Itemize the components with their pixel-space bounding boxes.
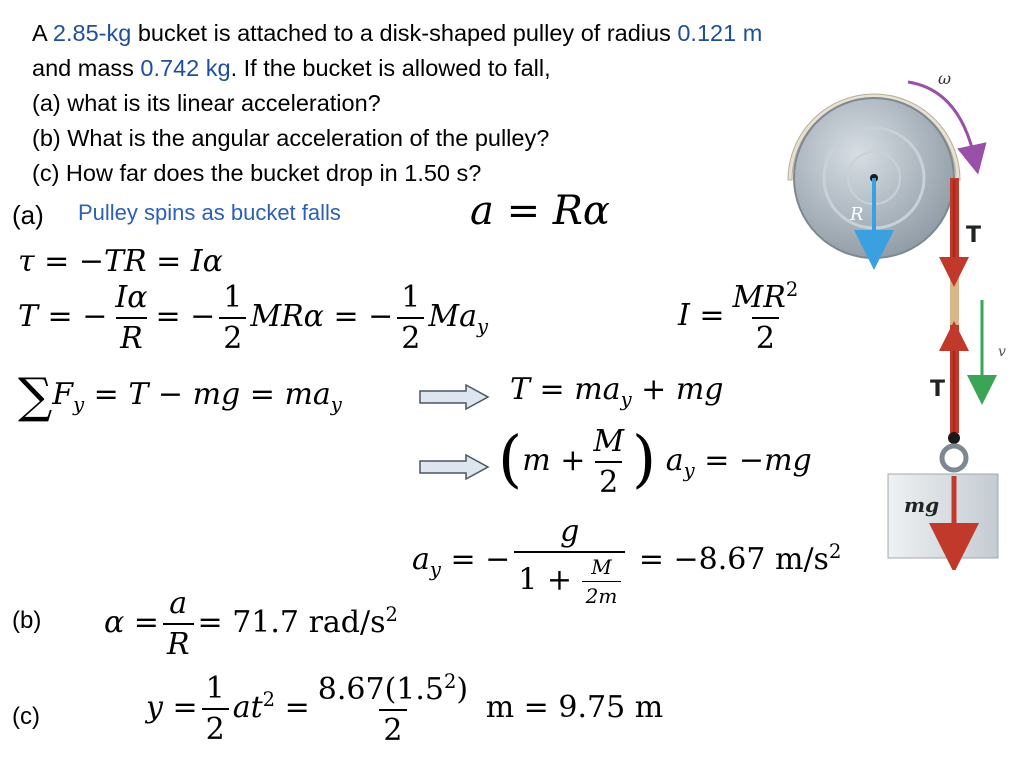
equation-acceleration-result: $a_y$ = − g 1 + $\frac{M}{2m}$ = −8.67 $m/s^2$ [412, 514, 842, 608]
problem-statement [32, 16, 762, 191]
equation-drop-distance: y = $\frac{1}{2}$ $at^2$ = $\frac{8.67(1.5^2)}{2}$ m = 9.75 m [146, 670, 664, 748]
part-b-label: (b) [12, 607, 42, 634]
omega-label: ω [938, 69, 952, 88]
question-b: (b) What is the angular acceleration of the pulley? [32, 125, 550, 151]
pulley-figure [770, 60, 1024, 570]
hook-ring [942, 446, 966, 470]
bucket-mass-value: 2.85-kg [52, 20, 132, 46]
hook-knot [948, 432, 960, 444]
acceleration-value: −8.67 [673, 542, 766, 577]
drop-unit: m [485, 690, 515, 725]
drop-distance-value: 9.75 [558, 690, 626, 725]
equation-torque: τ = −TR = Iα [18, 244, 223, 279]
radius-label: R [850, 204, 864, 225]
problem-line-2 [32, 51, 762, 86]
radius-value: 0.121 m [677, 20, 763, 46]
problem-text: and mass [32, 55, 141, 81]
problem-text: bucket is attached to a disk-shaped pulley of radius [131, 20, 678, 46]
drop-numerator: 8.67(1.5 [317, 672, 444, 707]
angular-acceleration-value: 71.7 [232, 605, 300, 640]
pulley-mass-value: 0.742 kg [140, 55, 231, 81]
weight-label: mg [904, 493, 940, 517]
equation-tension-derivation: T = − $\frac{I\alpha}{R}$ = − $\frac{1}{2}$ MRα = − $\frac{1}{2}$ $Ma_y$ [18, 280, 489, 356]
equation-angular-acceleration: α = $\frac{a}{R}$ = 71.7 rad/$s^2$ [104, 586, 398, 662]
equation-tension-result: $T = ma_y$ + mg [510, 372, 724, 411]
problem-line-1 [32, 16, 762, 51]
equation-newton-second-law: $\sum F_y = T$ − mg = $ma_y$ [18, 368, 342, 424]
equation-a-equals-r-alpha: a = Rα [470, 188, 610, 234]
tension-label-top: T [966, 223, 982, 248]
problem-text: . If the bucket is allowed to fall, [230, 55, 551, 81]
equation-moment-of-inertia: I = $\frac{MR^2}{2}$ [678, 278, 799, 356]
question-c: (c) How far does the bucket drop in 1.50 s? [32, 160, 482, 186]
tension-label-bottom: T [930, 377, 946, 402]
implies-arrow [418, 383, 490, 411]
drop-unit: m [634, 690, 664, 725]
acceleration-unit: m/s [775, 542, 829, 577]
rope-segment [950, 275, 959, 325]
velocity-label: v [998, 344, 1006, 360]
pulley-note: Pulley spins as bucket falls [78, 200, 341, 225]
problem-text: A [32, 20, 53, 46]
part-c-label: (c) [12, 703, 40, 730]
implies-arrow [418, 453, 490, 481]
part-a-label: (a) [12, 200, 44, 230]
question-a: (a) what is its linear acceleration? [32, 90, 381, 116]
equation-combined: (m + $\frac{M}{2}$ ) $a_y = -mg$ [498, 422, 812, 500]
angular-acceleration-unit: rad/s [308, 605, 386, 640]
